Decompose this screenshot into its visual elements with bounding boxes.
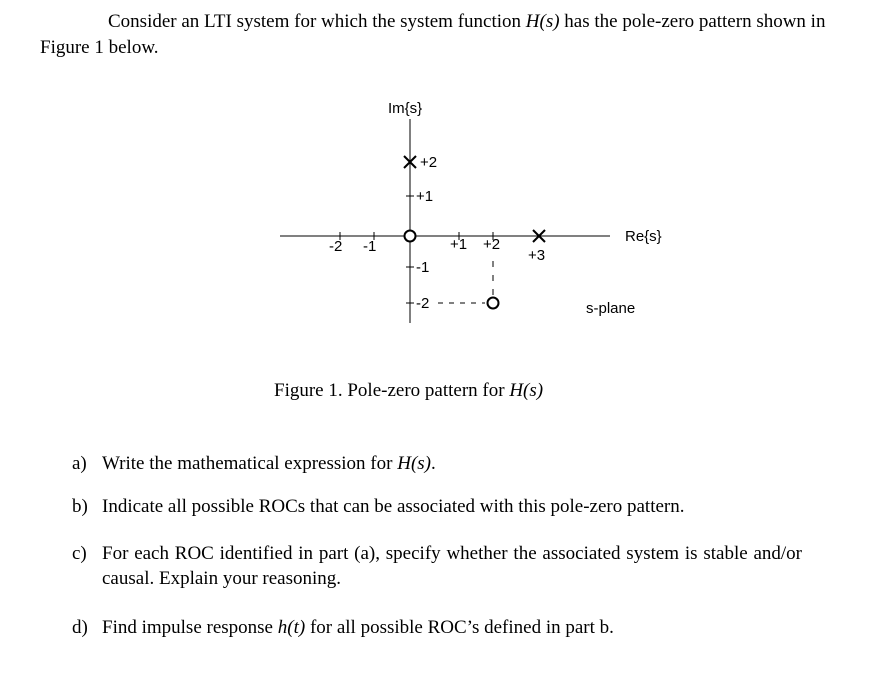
question-a <box>72 451 802 476</box>
zero-marker-lower <box>488 298 499 309</box>
zero-marker-origin <box>405 231 416 242</box>
re-tick-plus3-label: +3 <box>528 247 546 264</box>
question-text: Find impulse response h(t) for all possible ROC’s defined in part b. <box>102 617 614 638</box>
caption-function: H(s) <box>509 380 544 401</box>
re-tick-minus2-label: -2 <box>329 238 343 255</box>
question-d <box>72 615 802 640</box>
re-axis-label: Re{s} <box>625 228 662 245</box>
question-letter: b) <box>72 496 88 517</box>
problem-intro <box>40 9 840 61</box>
question-c <box>72 541 802 591</box>
re-tick-plus1-label: +1 <box>450 236 468 253</box>
intro-text-1: Consider an LTI system for which the system function <box>108 11 526 32</box>
re-tick-minus1-label: -1 <box>363 238 377 255</box>
question-text: Write the mathematical expression for H(s). <box>102 453 436 474</box>
im-tick-minus2-label: -2 <box>416 295 430 312</box>
im-tick-plus1-label: +1 <box>416 188 434 205</box>
s-plane-label: s-plane <box>586 300 636 317</box>
re-tick-plus2-label: +2 <box>483 236 501 253</box>
question-text: Indicate all possible ROCs that can be associated with this pole-zero pattern. <box>102 496 685 517</box>
question-letter: a) <box>72 453 87 474</box>
caption-text: Figure 1. Pole-zero pattern for <box>274 380 510 401</box>
intro-text-2: has the pole-zero pattern shown in Figure 1 below. <box>40 11 826 58</box>
im-axis-label: Im{s} <box>388 100 423 117</box>
question-letter: c) <box>72 543 87 564</box>
pole-zero-figure <box>270 95 670 335</box>
intro-function: H(s) <box>525 11 560 32</box>
figure-caption <box>274 378 543 404</box>
question-letter: d) <box>72 617 88 638</box>
question-text: For each ROC identified in part (a), specify whether the associated system is stable and/or causal. Explain your reasoning. <box>102 543 802 589</box>
question-b <box>72 494 802 519</box>
pole-top-label: +2 <box>420 154 438 171</box>
im-tick-minus1-label: -1 <box>416 259 430 276</box>
s-plane-plot <box>270 95 670 335</box>
